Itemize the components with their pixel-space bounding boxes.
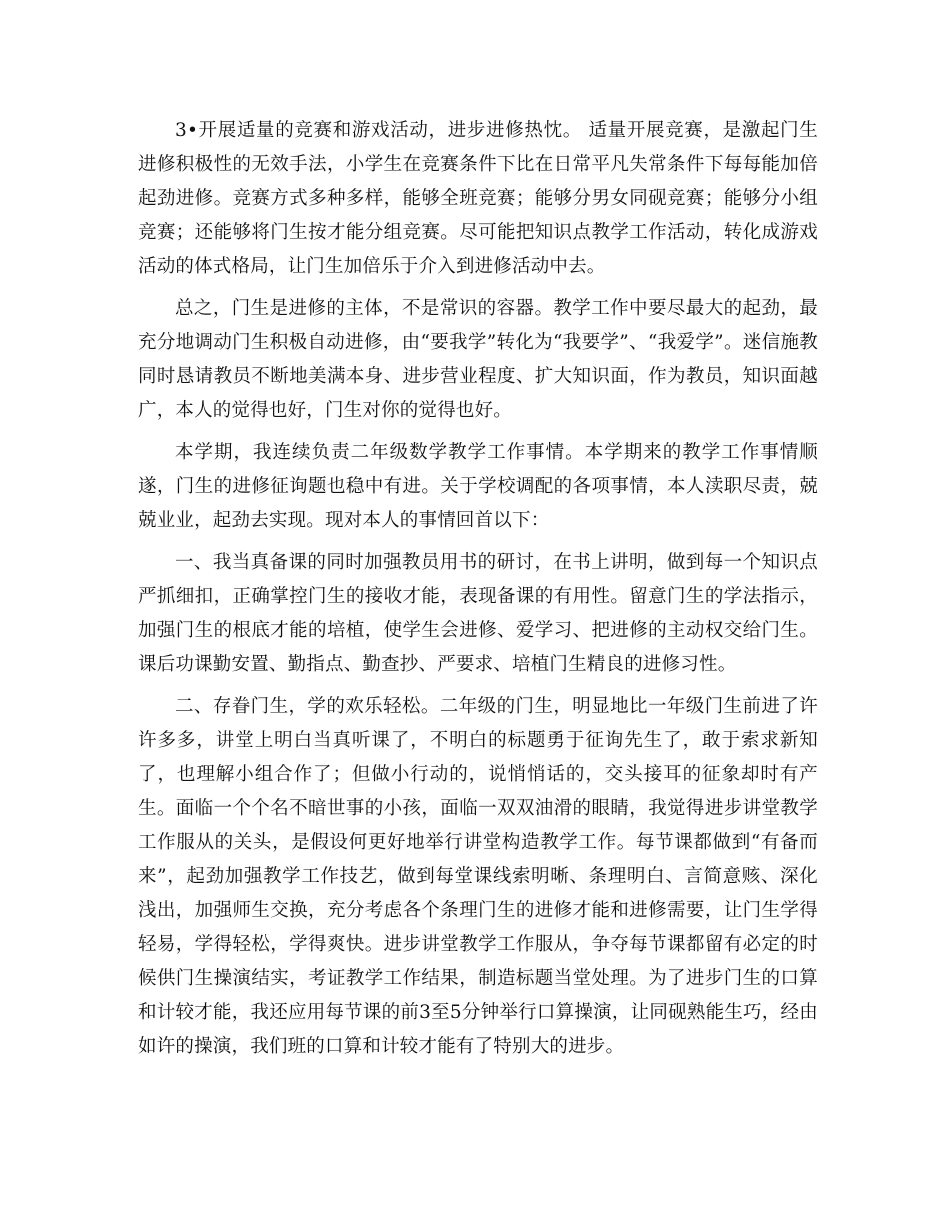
document-body (138, 114, 818, 1072)
paragraph-competition-activities: 3•开展适量的竞赛和游戏活动，进步进修热忱。 适量开展竞赛，是激起门生进修积极性的无效手法，小学生在竞赛条件下比在日常平凡失常条件下每每能加倍起劲进修。竞赛方式多种多样，能够全班竞赛；能够分男女同砚竞赛；能够分小组竞赛；还能够将门生按才能分组竞赛。尽可能把知识点教学工作活动，转化成游戏活动的体式格局，让门生加倍乐于介入到进修活动中去。 (138, 120, 818, 277)
paragraph-summary: 总之，门生是进修的主体，不是常识的容器。教学工作中要尽最大的起劲，最充分地调动门生积极自动进修，由“要我学”转化为“我要学”、“我爱学”。迷信施教同时恳请教员不断地美满本身、进步营业程度、扩大知识面，作为教员，知识面越广，本人的觉得也好，门生对你的觉得也好。 (138, 298, 818, 421)
paragraph-student-care: 二、存眷门生，学的欢乐轻松。二年级的门生，明显地比一年级门生前进了许许多多，讲堂上明白当真听课了，不明白的标题勇于征询先生了，敢于索求新知了，也理解小组合作了；但做小行动的，说悄悄话的，交头接耳的征象却时有产生。面临一个个名不暗世事的小孩，面临一双双油滑的眼睛，我觉得进步讲堂教学工作服从的关头，是假设何更好地举行讲堂构造教学工作。每节课都做到“有备而来”，起劲加强教学工作技艺，做到每堂课线索明晰、条理明白、言简意赅、深化浅出，加强师生交换，充分考虑各个条理门生的进修才能和进修需要，让门生学得轻易，学得轻松，学得爽快。进步讲堂教学工作服从，争夺每节课都留有必定的时候供门生操演结实，考证教学工作结果，制造标题当堂处理。为了进步门生的口算和计较才能，我还应用每节课的前3至5分钟举行口算操演，让同砚熟能生巧，经由如许的操演，我们班的口算和计较才能有了特别大的进步。 (138, 696, 818, 1057)
paragraph-lesson-preparation: 一、我当真备课的同时加强教员用书的研讨，在书上讲明，做到每一个知识点严抓细扣，正确掌控门生的接收才能，表现备课的有用性。留意门生的学法指示，加强门生的根底才能的培植，使学生会进修、爱学习、把进修的主动权交给门生。课后功课勤安置、勤指点、勤查抄、严要求、培植门生精良的进修习性。 (138, 552, 818, 675)
paragraph-semester-overview: 本学期，我连续负责二年级数学教学工作事情。本学期来的教学工作事情顺遂，门生的进修征询题也稳中有进。关于学校调配的各项事情，本人渎职尽责，兢兢业业，起劲去实现。现对本人的事情回首以下： (138, 442, 818, 531)
